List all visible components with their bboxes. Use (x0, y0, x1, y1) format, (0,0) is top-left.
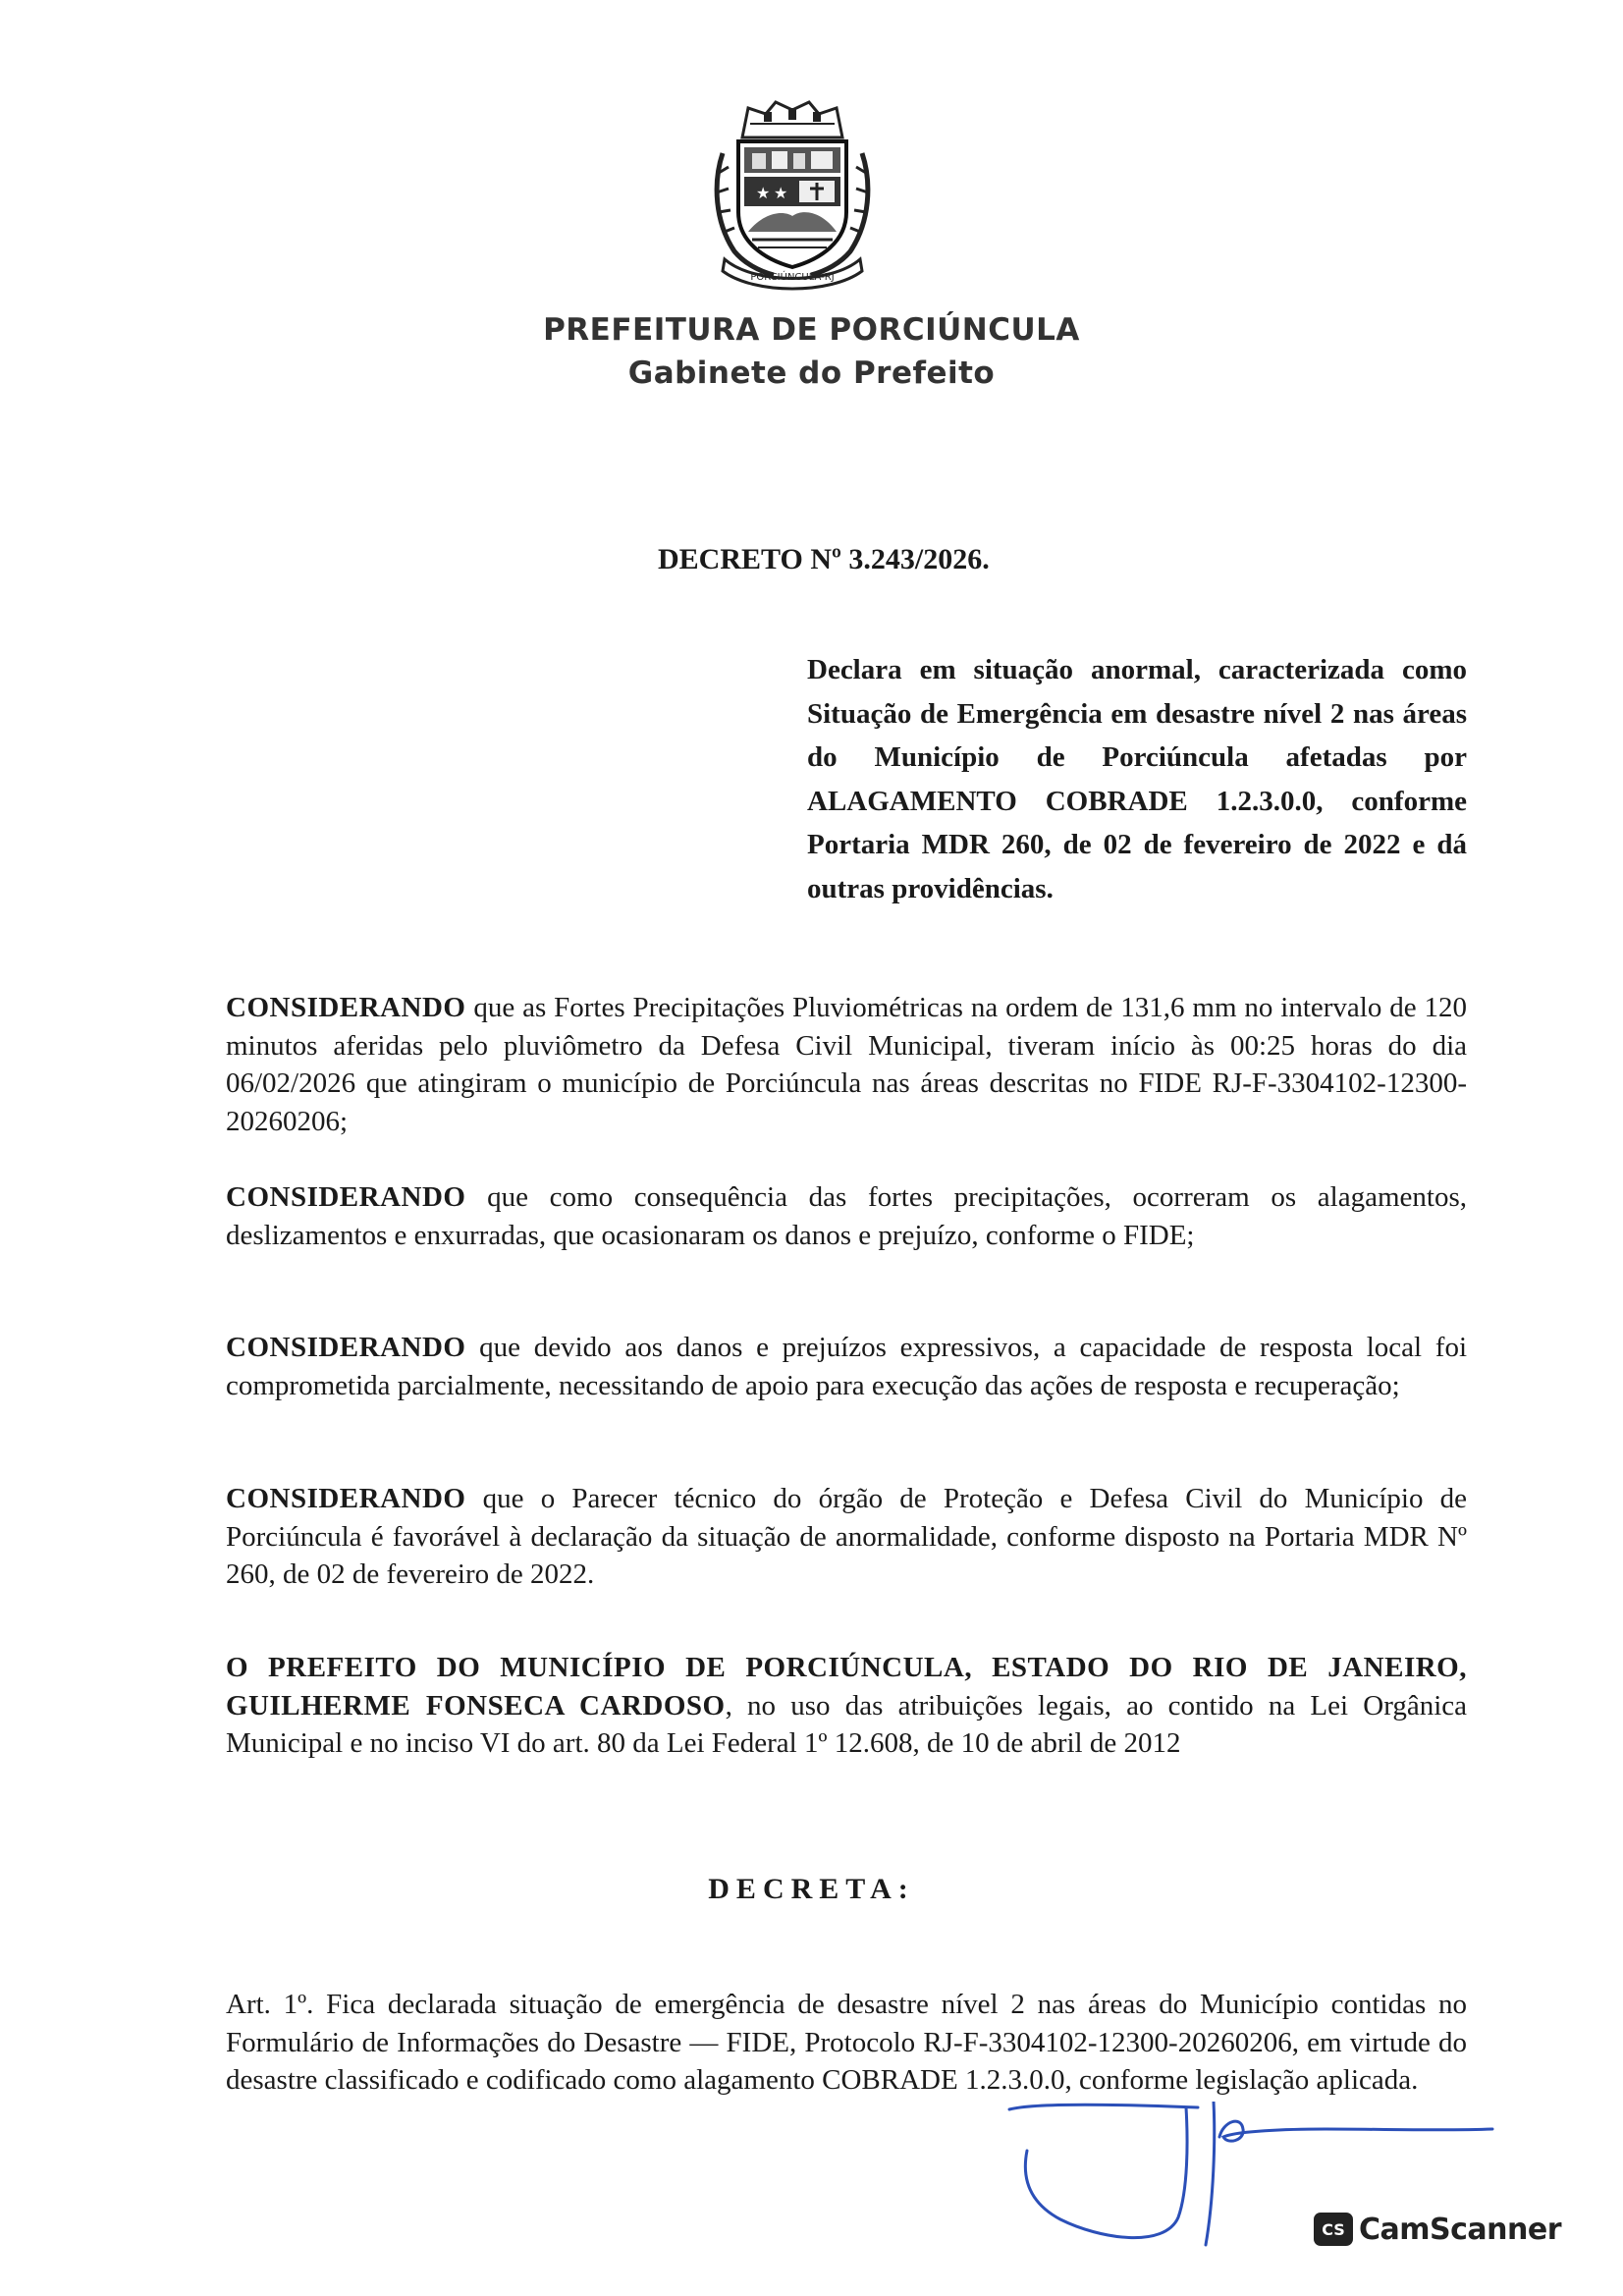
considering-keyword: CONSIDERANDO (226, 1181, 466, 1213)
decree-number: DECRETO Nº 3.243/2026. (658, 543, 990, 575)
considering-text: que como consequência das fortes precipitações, ocorreram os alagamentos, deslizamentos e enxurradas, que ocasionaram os danos e prejuízo, conforme o FIDE; (226, 1181, 1467, 1251)
considering-paragraph (226, 989, 1467, 1140)
considering-text: que as Fortes Precipitações Pluviométricas na ordem de 131,6 mm no intervalo de 120 minutos aferidas pelo pluviômetro da Defesa Civil Municipal, tiveram início às 00:25 horas do dia 06/02/2026 que atingiram o município de Porciúncula nas áreas descritas no FIDE RJ-F-3304102-12300-20260206; (226, 992, 1467, 1137)
page-subtitle: Gabinete do Prefeito (627, 355, 996, 391)
camscanner-label: CamScanner (1359, 2212, 1562, 2247)
considering-text: que devido aos danos e prejuízos expressivos, a capacidade de resposta local foi comprometida parcialmente, necessitando de apoio para execução das ações de resposta e recuperação; (226, 1332, 1467, 1401)
considering-text: que o Parecer técnico do órgão de Proteção e Defesa Civil do Município de Porciúncula é favorável à declaração da situação de anormalidade, conforme disposto na Portaria MDR Nº 260, de 02 de fevereiro de 2022. (226, 1483, 1467, 1590)
svg-text:★: ★ (774, 184, 788, 202)
camscanner-badge-text: CS (1322, 2220, 1345, 2239)
page-title: PREFEITURA DE PORCIÚNCULA (543, 312, 1080, 348)
considering-keyword: CONSIDERANDO (226, 1332, 466, 1363)
considering-paragraph (226, 1329, 1467, 1404)
camscanner-logo-icon (1314, 2213, 1353, 2246)
considering-paragraph (226, 1178, 1467, 1254)
article-label: Art. 1º (226, 1989, 307, 2020)
decree-summary: Declara em situação anormal, caracterizada como Situação de Emergência em desastre nível 2 nas áreas do Município de Porciúncula afetadas por ALAGAMENTO COBRADE 1.2.3.0.0, conforme Portaria MDR 260, de 02 de fevereiro de 2022 e dá outras providências. (807, 654, 1467, 904)
camscanner-watermark (1314, 2208, 1561, 2251)
svg-text:★: ★ (756, 184, 771, 202)
preamble-text: , no uso das atribuições legais, ao contido na Lei Orgânica Municipal e no inciso VI do art. 80 da Lei Federal 1º 12.608, de 10 de abril de 2012 (226, 1689, 1468, 1759)
preamble-paragraph (226, 1649, 1467, 1763)
considering-keyword: CONSIDERANDO (226, 1483, 466, 1514)
decreta-heading: DECRETA: (708, 1873, 915, 1905)
article-text: . Fica declarada situação de emergência de desastre nível 2 nas áreas do Município contidas no Formulário de Informações do Desastre — FIDE, Protocolo RJ-F-3304102-12300-20260206, em virtude do desastre classificado e codificado como alagamento COBRADE 1.2.3.0.0, conforme legislação aplicada. (226, 1989, 1468, 2096)
crest-ribbon-text: PORCIÚNCULA-RJ (750, 272, 835, 283)
mayor-identification: O PREFEITO DO MUNICÍPIO DE PORCIÚNCULA, ESTADO DO RIO DE JANEIRO, GUILHERME FONSECA CARDOSO (226, 1652, 1467, 1722)
considering-keyword: CONSIDERANDO (226, 992, 466, 1023)
article-paragraph (226, 1986, 1467, 2100)
considering-paragraph (226, 1480, 1467, 1594)
coat-of-arms-logo (705, 94, 880, 291)
